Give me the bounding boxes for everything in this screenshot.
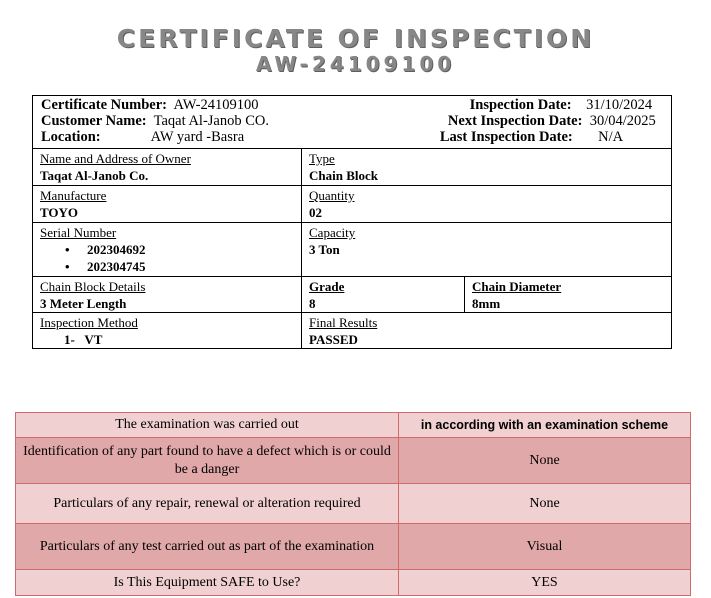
exam-row xyxy=(16,524,691,570)
exam-answer: YES xyxy=(399,570,691,596)
final-results-value: PASSED xyxy=(309,332,358,347)
certificate-subtitle: AW-24109100 xyxy=(255,52,456,76)
chain-details-row xyxy=(33,277,671,313)
manufacture-label: Manufacture xyxy=(40,188,107,203)
inspection-method-value: 1- VT xyxy=(64,332,103,347)
chain-diameter-label: Chain Diameter xyxy=(472,279,562,294)
manufacture-row xyxy=(33,186,671,223)
next-inspection-label: Next Inspection Date: xyxy=(447,113,583,129)
location-value: AW yard -Basra xyxy=(150,129,245,145)
certificate-header xyxy=(33,96,671,149)
next-inspection-value: 30/04/2025 xyxy=(589,113,656,129)
customer-name-label: Customer Name: xyxy=(41,113,147,129)
manufacture-value: TOYO xyxy=(40,205,79,220)
final-results-label: Final Results xyxy=(309,315,378,330)
serial-list xyxy=(40,241,294,275)
exam-row xyxy=(16,413,691,438)
exam-answer: in according with an examination scheme xyxy=(399,413,691,438)
exam-answer: Visual xyxy=(399,524,691,570)
owner-value: Taqat Al-Janob Co. xyxy=(40,168,149,183)
cert-number-label: Certificate Number: xyxy=(41,97,168,113)
owner-row xyxy=(33,149,671,186)
last-inspection-value: N/A xyxy=(598,129,624,145)
chain-details-value: 3 Meter Length xyxy=(40,296,127,311)
cert-number-value: AW-24109100 xyxy=(173,97,259,113)
type-label: Type xyxy=(309,151,335,166)
customer-name-value: Taqat Al-Janob CO. xyxy=(153,113,270,129)
certificate-title: CERTIFICATE OF INSPECTION xyxy=(116,24,595,53)
exam-answer: None xyxy=(399,484,691,524)
inspection-method-label: Inspection Method xyxy=(40,315,138,330)
type-value: Chain Block xyxy=(309,168,378,183)
serial-row xyxy=(33,223,671,277)
exam-question: Particulars of any test carried out as part of the examination xyxy=(16,524,399,570)
serial-item: • 202304745 xyxy=(87,258,294,275)
location-label: Location: xyxy=(41,129,101,145)
serial-item: • 202304692 xyxy=(87,241,294,258)
certificate-details-table xyxy=(32,95,672,349)
exam-question: Particulars of any repair, renewal or alteration required xyxy=(16,484,399,524)
exam-question: The examination was carried out xyxy=(16,413,399,438)
examination-table xyxy=(15,412,691,596)
quantity-value: 02 xyxy=(309,205,322,220)
exam-row xyxy=(16,484,691,524)
capacity-value: 3 Ton xyxy=(309,242,340,257)
serial-label: Serial Number xyxy=(40,225,117,240)
exam-row xyxy=(16,570,691,596)
grade-label: Grade xyxy=(309,279,345,294)
exam-answer: None xyxy=(399,438,691,484)
inspection-method-row xyxy=(33,313,671,348)
inspection-date-label: Inspection Date: xyxy=(469,97,572,113)
quantity-label: Quantity xyxy=(309,188,355,203)
last-inspection-label: Last Inspection Date: xyxy=(439,129,573,145)
inspection-date-value: 31/10/2024 xyxy=(586,97,653,113)
exam-question: Identification of any part found to have a defect which is or could be a danger xyxy=(16,438,399,484)
chain-diameter-value: 8mm xyxy=(472,296,501,311)
capacity-label: Capacity xyxy=(309,225,356,240)
owner-label: Name and Address of Owner xyxy=(40,151,191,166)
exam-row xyxy=(16,438,691,484)
grade-value: 8 xyxy=(309,296,316,311)
exam-question: Is This Equipment SAFE to Use? xyxy=(16,570,399,596)
chain-details-label: Chain Block Details xyxy=(40,279,146,294)
